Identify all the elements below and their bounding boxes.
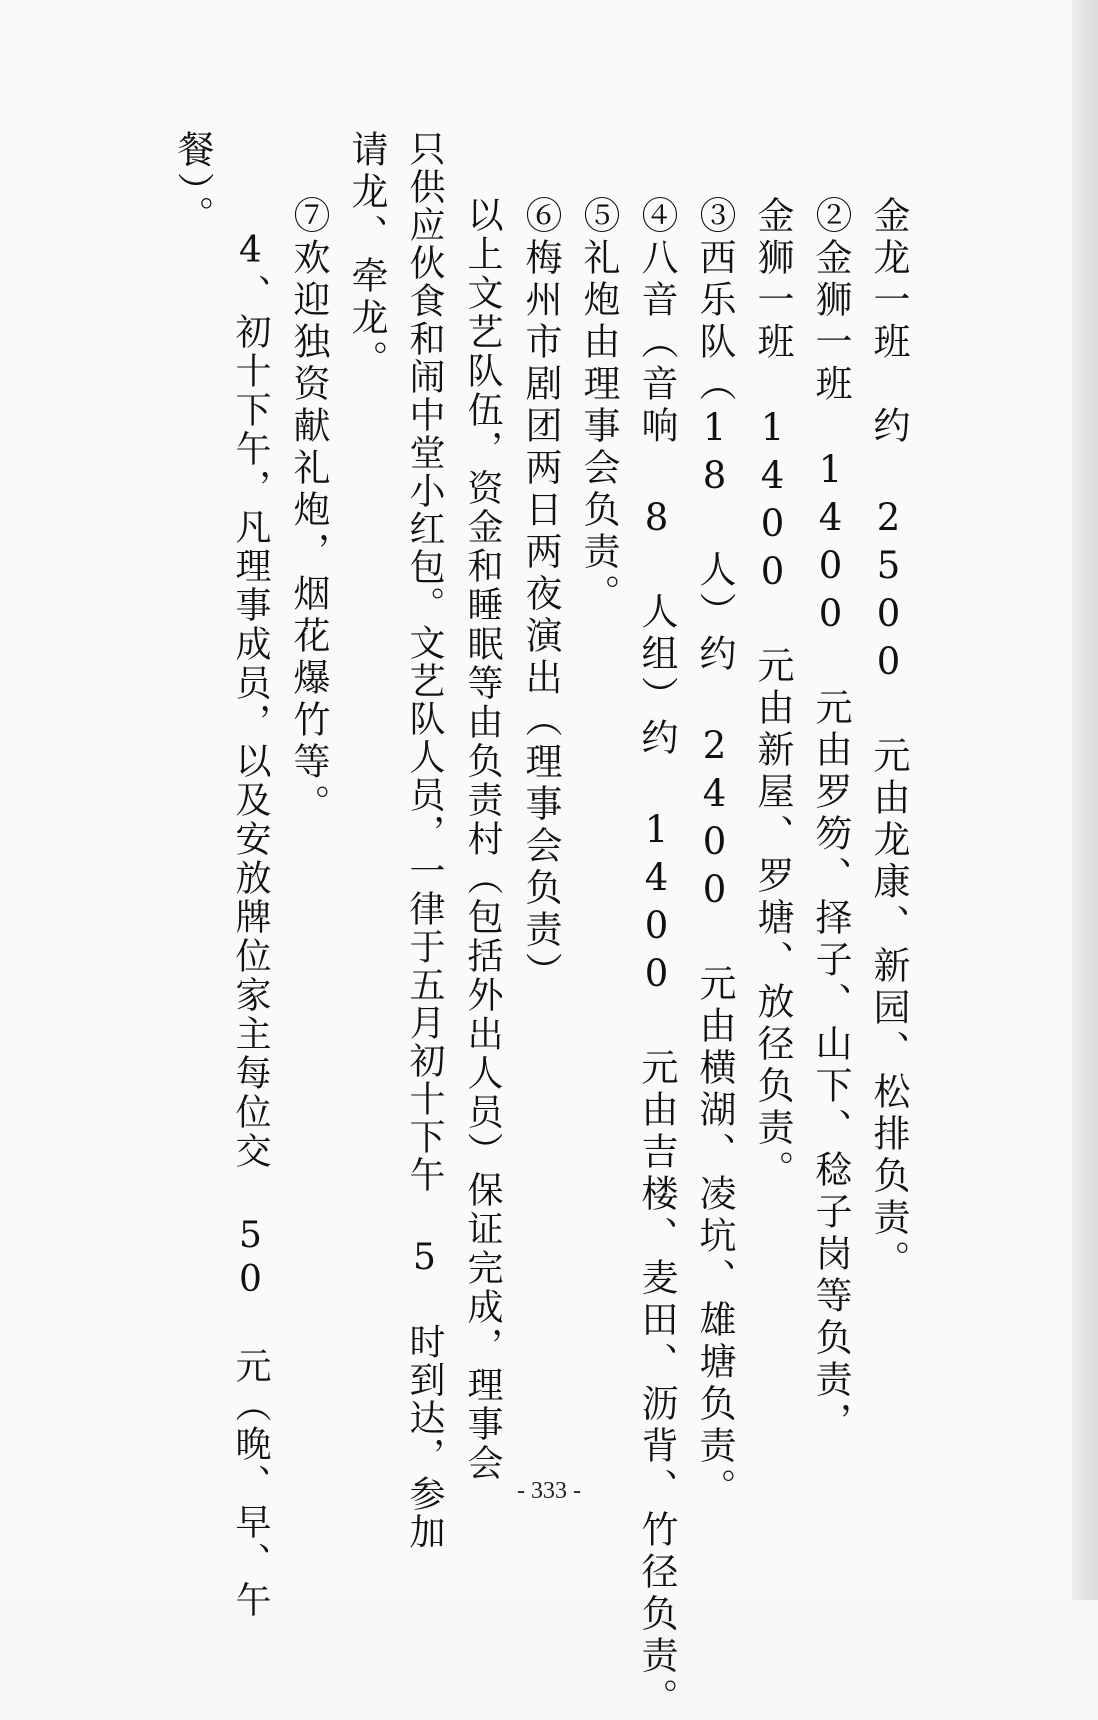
text-line-12: 4、初十下午，凡理事成员，以及安放牌位家主每位交 50 元（晚、早、午	[230, 230, 271, 1620]
text-line-1: 金龙一班 约 2500 元由龙康、新园、松排负责。	[867, 196, 910, 1282]
text-line-10: 请龙、牵龙。	[345, 130, 388, 382]
text-line-5: ④八音（音响 8 人组）约 1400 元由吉楼、麦田、沥背、竹径负责。	[635, 196, 678, 1720]
text-line-13: 餐）。	[171, 130, 214, 238]
text-line-7: ⑥梅州市剧团两日两夜演出（理事会负责）	[519, 196, 562, 994]
text-line-2: ②金狮一班 1400 元由罗笏、择子、山下、稔子岗等负责，	[809, 196, 852, 1444]
text-line-11: ⑦欢迎独资献礼炮，烟花爆竹等。	[287, 196, 330, 826]
text-line-9: 只供应伙食和闹中堂小红包。文艺队人员，一律于五月初十下午 5 时到达，参加	[404, 130, 445, 1551]
text-line-3: 金狮一班 1400 元由新屋、罗塘、放径负责。	[751, 196, 794, 1192]
text-line-8: 以上文艺队伍，资金和睡眠等由负责村（包括外出人员）保证完成，理事会	[462, 196, 503, 1483]
text-line-4: ③西乐队（18 人）约 2400 元由横湖、凌坑、雄塘负责。	[693, 196, 736, 1510]
page-number: - 333 -	[517, 1478, 581, 1504]
scan-edge	[1072, 0, 1098, 1600]
text-line-6: ⑤礼炮由理事会负责。	[577, 196, 620, 616]
